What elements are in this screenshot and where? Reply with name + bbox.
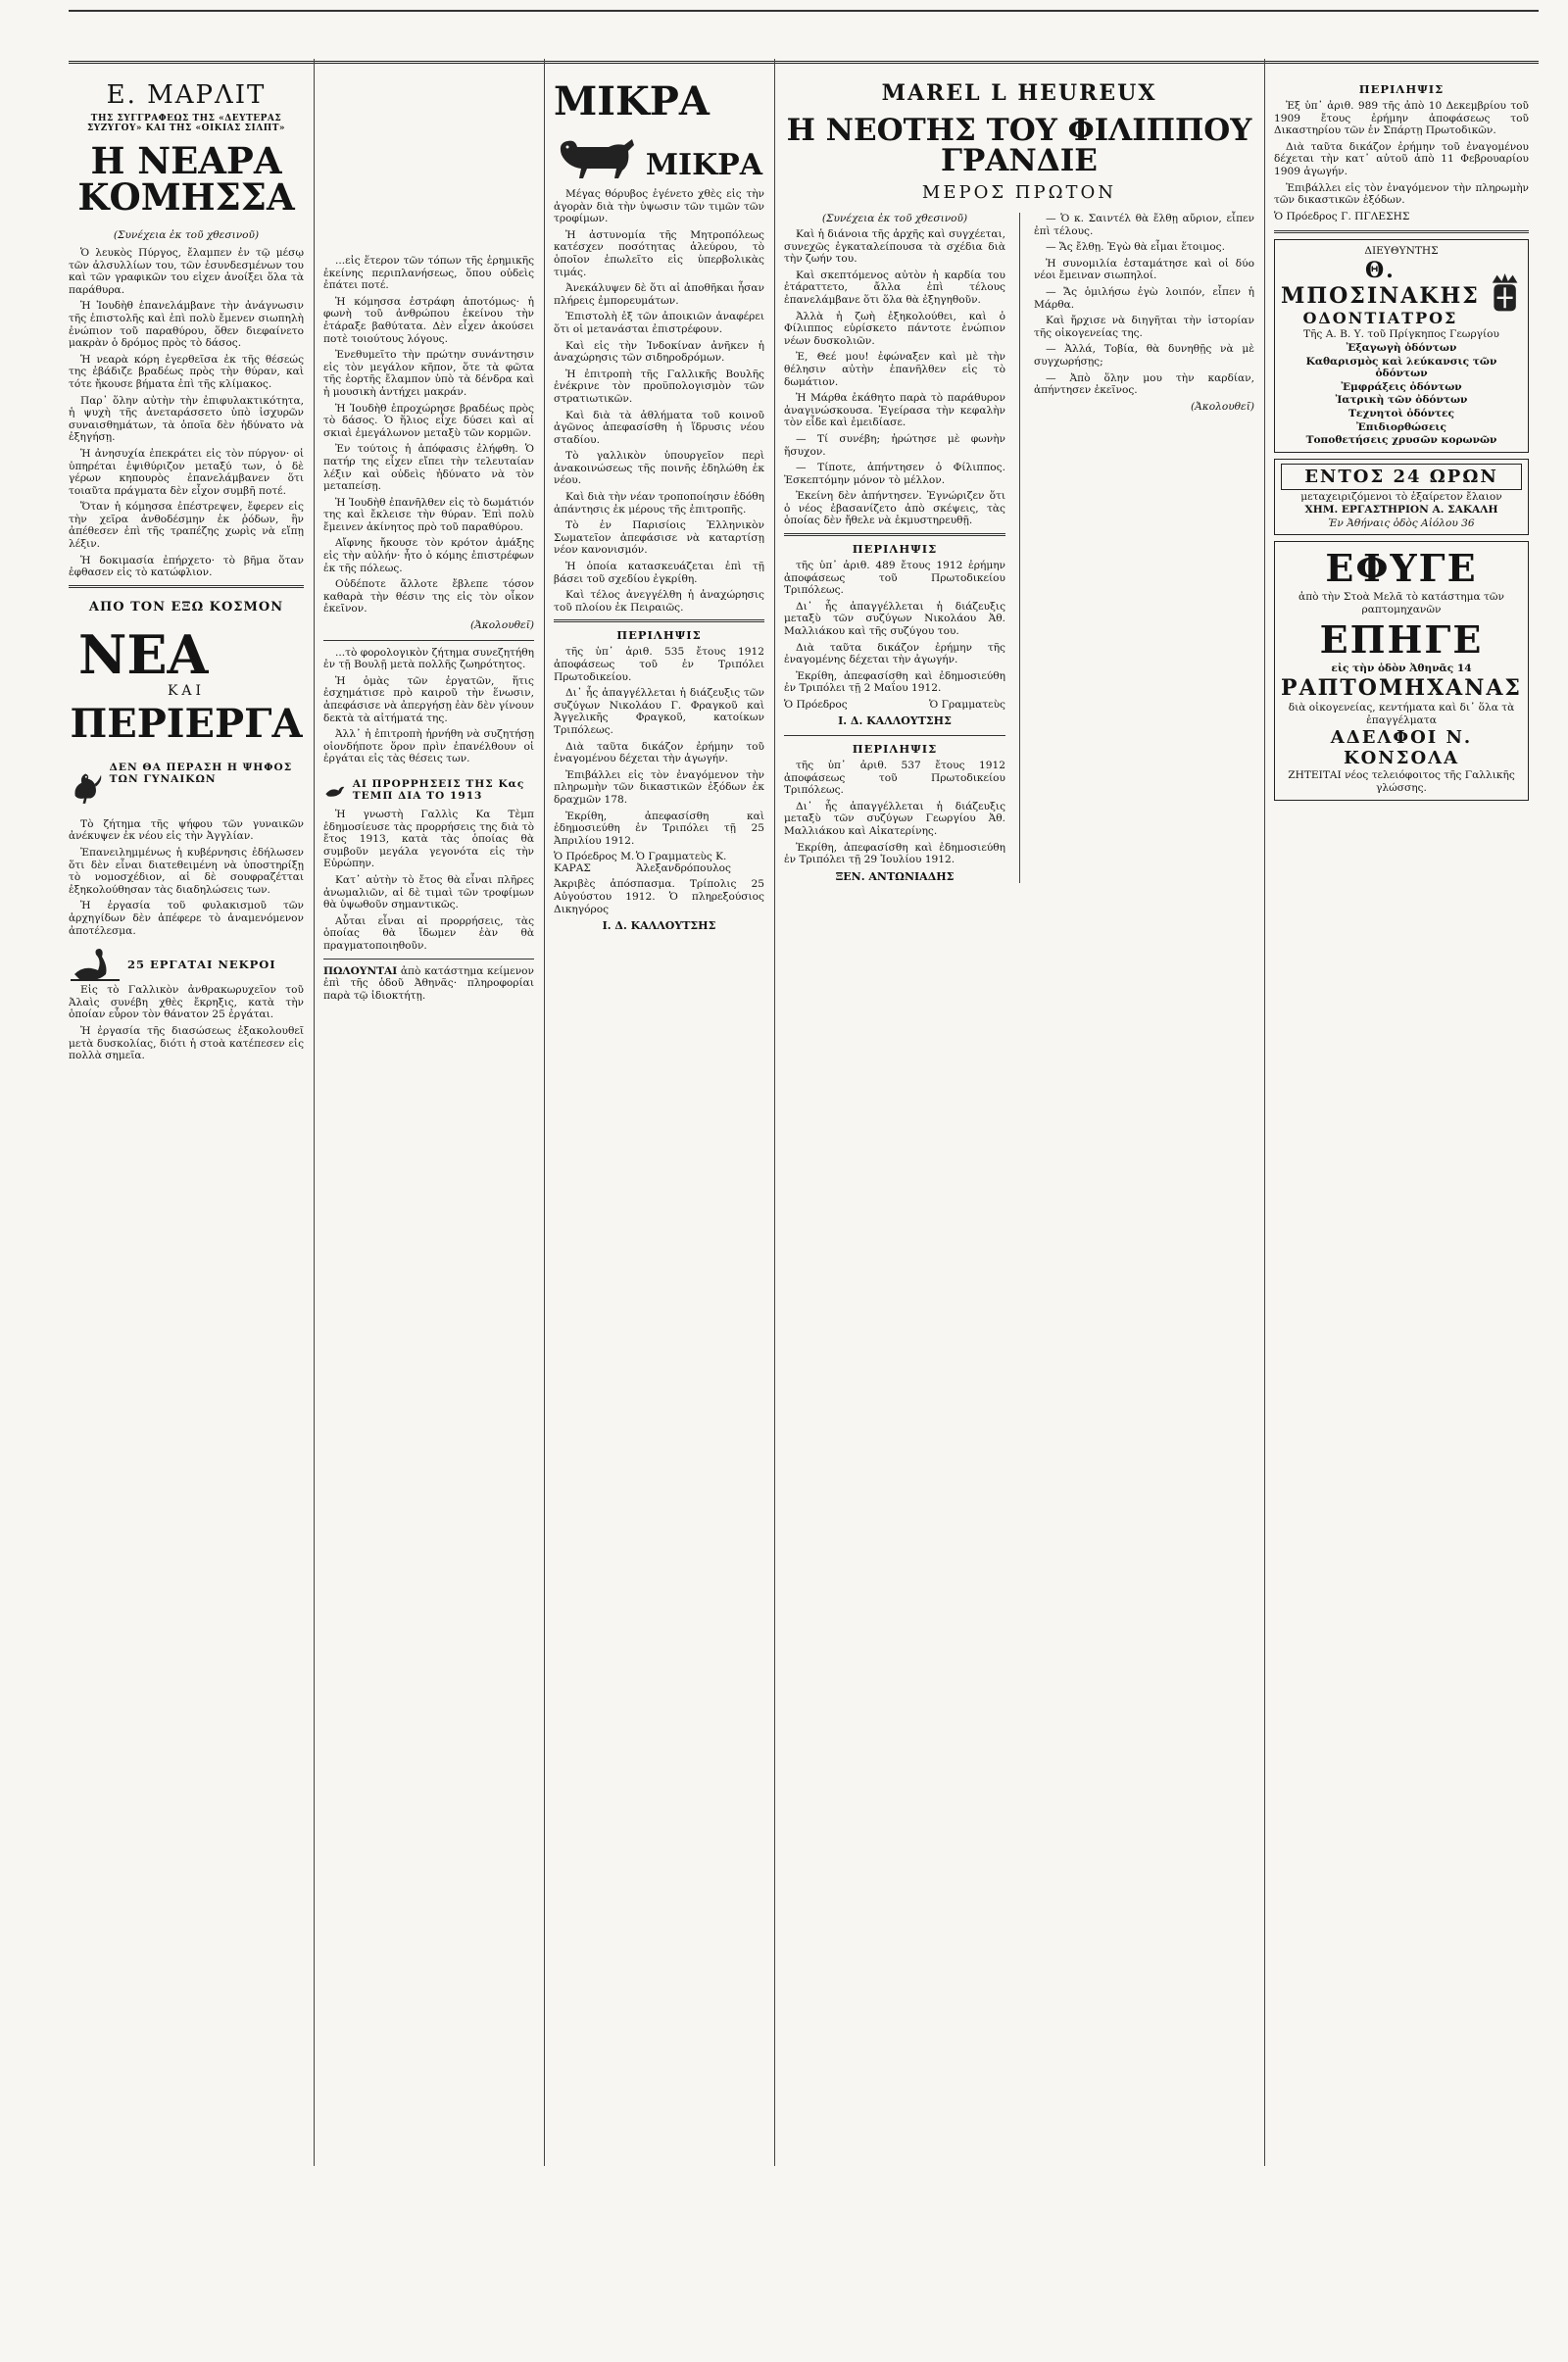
article-paragraph: Παρ᾽ ὅλην αὐτὴν τὴν ἐπιφυλακτικότητα, ἡ ψυχὴ τῆς ἀνεταράσσετο ὑπὸ ἰσχυρῶν συναισθημάτων, τὰ ὁποῖα δὲν ἠδύνατο νὰ ἐξηγήσῃ. — [69, 394, 304, 444]
ad-line: ΧΗΜ. ΕΡΓΑΣΤΗΡΙΟΝ Α. ΣΑΚΑΛΗ — [1304, 504, 1498, 517]
article-paragraph: Ἐν τούτοις ἡ ἀπόφασις ἐλήφθη. Ὁ πατήρ της εἶχεν εἴπει τὴν τελευταίαν λέξιν καὶ οὐδεὶς ἠδύνατο νὰ τὸν μεταπείσῃ. — [323, 443, 534, 493]
notice-signature: Ὁ Πρόεδρος Μ. ΚΑΡΑΣ — [554, 851, 635, 875]
subcolumn-left — [784, 213, 1005, 883]
article-paragraph: Καὶ εἰς τὴν Ἰνδοκίναν ἀνῆκεν ἡ ἀναχώρησις τῶν σιδηροδρόμων. — [554, 339, 764, 365]
article-paragraph: Ἡ Μάρθα ἐκάθητο παρὰ τὸ παράθυρον ἀναγινώσκουσα. Ἐγείρασα τὴν κεφαλὴν τὸν εἶδε καὶ ἐμειδίασε. — [784, 392, 1005, 429]
article-paragraph: Ἐ, Θεέ μου! ἐφώναξεν καὶ μὲ τὴν θέλησιν αὐτὴν ἐπανῆλθεν εἰς τὸ δωμάτιον. — [784, 351, 1005, 388]
periergra-title: ΠΕΡΙΕΡΓΑ — [70, 700, 303, 747]
article-paragraph: Ἡ ὁποία κατασκευάζεται ἐπὶ τῇ βάσει τοῦ σχεδίου ἐγκρίθη. — [554, 561, 764, 585]
section-divider — [784, 735, 1005, 736]
ad-line: μεταχειριζόμενοι τὸ ἐξαίρετον ἔλαιον — [1300, 490, 1502, 503]
ad-heading: ΑΔΕΛΦΟΙ Ν. ΚΟΝΣΟΛΑ — [1330, 727, 1473, 769]
notice-paragraph: Διὰ ταῦτα δικάζον ἐρήμην τοῦ ἐναγομένου δέχεται τὴν κατ᾽ αὐτοῦ ἀπὸ 11 Φεβρουαρίου 1909 ἀγωγήν. — [1274, 140, 1529, 177]
article-paragraph: Ἐπανειλημμένως ἡ κυβέρνησις ἐδήλωσεν ὅτι δὲν εἶναι διατεθειμένη νὰ ὑποστηρίξῃ τὸ νομοσχέδιον, αἱ δὲ σουφραζέτται ἐξηκολούθησαν τὰς διαδηλώσεις των. — [69, 847, 304, 896]
notice-paragraph: τῆς ὑπ᾽ ἀριθ. 537 ἔτους 1912 ἀποφάσεως τοῦ Πρωτοδικείου Τριπόλεως. — [784, 760, 1005, 797]
article-paragraph: Ἡ ἐργασία τῆς διασώσεως ἐξακολουθεῖ μετὰ δυσκολίας, διότι ἡ στοὰ κατέπεσεν εἰς πολλὰ σημεῖα. — [69, 1024, 304, 1062]
notice-signature: Ὁ Γραμματεὺς — [929, 699, 1005, 711]
notice-signature: Ὁ Γραμματεὺς Κ. Ἀλεξανδρόπουλος — [635, 851, 731, 875]
article-paragraph: Αἴφνης ἤκουσε τὸν κρότον ἁμάξης εἰς τὴν αὐλήν· ἦτο ὁ κόμης ἐπιστρέφων ἐκ τῆς πόλεως. — [323, 537, 534, 574]
column-rule — [1019, 213, 1020, 883]
serial-note: (Συνέχεια ἐκ τοῦ χθεσινοῦ) — [821, 213, 968, 224]
notice-paragraph: Ἐκρίθη, ἀπεφασίσθη καὶ ἐδημοσιεύθη ἐν Τριπόλει τῇ 29 Ἰουλίου 1912. — [784, 841, 1005, 866]
article-paragraph: Καὶ σκεπτόμενος αὐτὸν ἡ καρδία του ἐτάραττετο, ἄλλα ἐπὶ τέλους ἐπανελάμβανε ὅτι ὅλα θὰ ἐξηγηθοῦν. — [784, 269, 1005, 306]
article-paragraph: Ἡ δοκιμασία ἐπήρχετο· τὸ βῆμα ὅταν ἐφθασεν εἰς τὸ κατώφλιον. — [69, 554, 304, 579]
dentist-ad — [1274, 239, 1529, 453]
rooster-icon — [69, 758, 104, 814]
top-rule — [69, 10, 1539, 16]
article-paragraph: Ἡ συνομιλία ἐσταμάτησε καὶ οἱ δύο νέοι ἔμειναν σιωπηλοί. — [1033, 257, 1254, 282]
continued-sign: (Ἀκολουθεῖ) — [470, 619, 534, 632]
nea-title: ΝΕΑ — [78, 622, 209, 686]
ad-line: Ἐξαγωγὴ ὀδόντων — [1346, 341, 1457, 354]
notice-paragraph: Ἐξ ὑπ᾽ ἀριθ. 989 τῆς ἀπὸ 10 Δεκεμβρίου τοῦ 1909 ἔτους ἐρήμην ἀποφάσεως τοῦ Δικαστηρίου τῶν ἐν Σπάρτῃ Πρωτοδικῶν. — [1274, 100, 1529, 137]
dog-icon — [554, 125, 638, 180]
article-paragraph: Ἡ Ἰουδὴθ ἐπανῆλθεν εἰς τὸ δωμάτιόν της καὶ ἔκλεισε τὴν θύραν. Ἐπὶ πολὺ ἔμεινεν ἀκίνητος πρὸ τοῦ παραθύρου. — [323, 496, 534, 533]
column-rule — [544, 59, 545, 2166]
column-rule — [774, 59, 775, 2166]
mikra-title: ΜΙΚΡΑ — [554, 78, 710, 124]
mikra-subtitle: ΜΙΚΡΑ — [645, 148, 762, 182]
article-paragraph: ...τὸ φορολογικὸν ζήτημα συνεζητήθη ἐν τῇ Βουλῇ μετὰ πολλῆς ζωηρότητος. — [323, 646, 534, 671]
article-paragraph: Ἡ Ἰουδὴθ ἐπανελάμβανε τὴν ἀνάγνωσιν τῆς ἐπιστολῆς καὶ ἐπὶ πολὺ ἔμενεν σιωπηλὴ ἐνώπιον τοῦ παραθύρου, ὅθεν διεφαίνετο μακρὰν ὁ δρόμος πρὸς τὸ δάσος. — [69, 300, 304, 350]
notice-paragraph: Ἐκρίθη, ἀπεφασίσθη καὶ ἐδημοσιεύθη ἐν Τριπόλει τῇ 25 Ἀπριλίου 1912. — [554, 810, 764, 847]
article-paragraph: Αὗται εἶναι αἱ προρρήσεις, τὰς ὁποίας θὰ ἴδωμεν ἐὰν θὰ πραγματοποιηθοῦν. — [323, 914, 534, 952]
article-paragraph: Κατ᾽ αὐτὴν τὸ ἔτος θὰ εἶναι πλῆρες ἀνωμαλιῶν, αἱ δὲ τιμαὶ τῶν τροφίμων θὰ ὑψωθοῦν σημαντικῶς. — [323, 873, 534, 911]
ad-line: Τοποθετήσεις χρυσῶν κορωνῶν — [1305, 434, 1497, 447]
notice-paragraph: Δι᾽ ἧς ἀπαγγέλλεται ἡ διάζευξις τῶν συζύγων Νικολάου Γ. Φραγκοῦ καὶ Ἀγγελικῆς Φραγκοῦ, κατοίκων Τριπόλεως. — [554, 687, 764, 736]
article-paragraph: Ἡ κόμησσα ἐστράφη ἀποτόμως· ἡ φωνὴ τοῦ ἀνθρώπου ἐκείνου τὴν ἐτάραξε βαθύτατα. Δὲν εἶχεν ἀκούσει ποτὲ τοιούτους λόγους. — [323, 295, 534, 345]
kai-title: ΚΑΙ — [167, 682, 206, 699]
article-paragraph: Τὸ γαλλικὸν ὑπουργεῖον περὶ ἀνακοινώσεως τῆς ποινῆς ἐδηλώθη ἐκ νέου. — [554, 450, 764, 487]
article-paragraph: Τὸ ζήτημα τῆς ψήφου τῶν γυναικῶν ἀνέκυψεν ἐκ νέου εἰς τὴν Ἀγγλίαν. — [69, 817, 304, 843]
ad-name: Θ. ΜΠΟΣΙΝΑΚΗΣ — [1281, 258, 1480, 310]
ad-line: ἀπὸ τὴν Στοὰ Μελᾶ τὸ κατάστημα τῶν ραπτομηχανῶν — [1298, 591, 1504, 616]
lawyer-name: Ι. Δ. ΚΑΛΛΟΥΤΣΗΣ — [602, 919, 716, 933]
notice-paragraph: Δι᾽ ἧς ἀπαγγέλλεται ἡ διάζευξις μεταξὺ τῶν συζύγων Νικολάου Ἀθ. Μαλλιάκου καὶ τῆς συζύγου του. — [784, 600, 1005, 638]
column-4 — [784, 59, 1254, 2166]
section-divider — [323, 640, 534, 641]
section-divider — [554, 619, 764, 622]
hair-oil-ad — [1274, 459, 1529, 536]
article-paragraph: ...εἰς ἕτερον τῶν τόπων τῆς ἐρημικῆς ἐκείνης περιπλανήσεως, ὅπου οὐδεὶς ἐπάτει ποτέ. — [323, 255, 534, 292]
article-paragraph: Ἡ νεαρὰ κόρη ἐγερθεῖσα ἐκ τῆς θέσεώς της ἐβάδιζε βραδέως πρὸς τὴν θύραν, καὶ τότε ἤκουσε βήματα ἐπὶ τῆς κλίμακος. — [69, 353, 304, 390]
article-paragraph: Ἡ ἀνησυχία ἐπεκράτει εἰς τὸν πύργον· οἱ ὑπηρέται ἐψιθύριζον μεταξύ των, ὁ δὲ γέρων κηπουρὸς ἐπανελάμβανεν ὅτι τοιαῦτα πράγματα δὲν εἶχον συμβῆ ποτέ. — [69, 447, 304, 497]
continued-sign: (Ἀκολουθεῖ) — [1191, 400, 1254, 413]
article-paragraph: Μέγας θόρυβος ἐγένετο χθὲς εἰς τὴν ἀγορὰν διὰ τὴν ὑψωσιν τῶν τιμῶν τῶν τροφίμων. — [554, 188, 764, 225]
article-paragraph: Καὶ ἤρχισε νὰ διηγῆται τὴν ἱστορίαν τῆς οἰκογενείας της. — [1033, 315, 1254, 339]
article-paragraph: — Ὁ κ. Σαιντέλ θὰ ἔλθῃ αὔριον, εἶπεν ἐπὶ τέλους. — [1033, 213, 1254, 237]
article-paragraph: Ἡ γνωστὴ Γαλλὶς Κα Τὲμπ ἐδημοσίευσε τὰς προρρήσεις της διὰ τὸ ἔτος 1913, κατὰ τὰς ὁποίας θὰ συμβοῦν μεγάλα γεγονότα εἰς τὴν Εὐρώπην. — [323, 808, 534, 870]
article-paragraph: Καὶ διὰ τὴν νέαν τροποποίησιν ἐδόθη ἀπάντησις ἐκ μέρους τῆς ἐπιτροπῆς. — [554, 491, 764, 516]
bird-icon — [323, 775, 347, 805]
article-paragraph: Ἀλλὰ ἡ ζωὴ ἐξηκολούθει, καὶ ὁ Φίλιππος εὑρίσκετο πάντοτε ἐνώπιον νέων δυσκολιῶν. — [784, 310, 1005, 347]
notice-paragraph: Ἀκριβὲς ἀπόσπασμα. Τρίπολις 25 Αὐγούστου 1912. Ὁ πληρεξούσιος Δικηγόρος — [554, 878, 764, 915]
notice-signature: ΞΕΝ. ΑΝΤΩΝΙΑΔΗΣ — [835, 869, 955, 883]
ad-line: Ἐμφράξεις ὀδόντων — [1341, 380, 1462, 393]
subcolumn-right — [1034, 213, 1254, 883]
article-paragraph: Ὁ λευκὸς Πύργος, ἔλαμπεν ἐν τῷ μέσῳ τῶν ἀλσυλλίων του, τῶν ἐσυνδεσμένων του καὶ τῶν γραφικῶν του εἰχεν ἀνοίξει ὅλα τὰ παράθυρα. — [69, 247, 304, 296]
serial-part: ΜΕΡΟΣ ΠΡΩΤΟΝ — [921, 182, 1117, 203]
article-paragraph: — Ἀλλά, Τοβία, θὰ δυνηθῇς νὰ μὲ συγχωρήσῃς; — [1033, 343, 1254, 368]
author-kicker: Ε. ΜΑΡΛΙΤ — [106, 80, 267, 110]
article-paragraph: Ἡ Ἰουδὴθ ἐπροχώρησε βραδέως πρὸς τὸ δάσος. Ὁ ἥλιος εἶχε δύσει καὶ αἱ σκιαὶ ἐμεγάλωνον μεταξὺ τῶν κορμῶν. — [323, 402, 534, 439]
section-divider — [69, 585, 304, 588]
ad-heading: ΕΠΗΓΕ — [1319, 616, 1484, 662]
notice-paragraph: Ἐκρίθη, ἀπεφασίσθη καὶ ἐδημοσιεύθη ἐν Τριπόλει τῇ 2 Μαΐου 1912. — [784, 669, 1005, 695]
article-paragraph: — Τί συνέβη; ἠρώτησε μὲ φωνὴν ἥσυχον. — [784, 432, 1005, 458]
section-divider — [323, 959, 534, 960]
author-byline: ΤΗΣ ΣΥΓΓΡΑΦΕΩΣ ΤΗΣ «ΔΕΥΤΕΡΑΣ ΣΥΖΥΓΟΥ» ΚΑΙ ΤΗΣ «ΟΙΚΙΑΣ ΣΙΛΠΤ» — [86, 114, 286, 133]
column-rule — [1264, 59, 1265, 2166]
ad-line: εἰς τὴν ὁδὸν Ἀθηνᾶς 14 — [1331, 662, 1472, 674]
serial-title: Η ΝΕΟΤΗΣ ΤΟΥ ΦΙΛΙΠΠΟΥ ΓΡΑΝΔΙΕ — [786, 113, 1252, 178]
lawyer-name: Ι. Δ. ΚΑΛΛΟΥΤΣΗΣ — [838, 714, 952, 727]
article-paragraph: Καὶ ἡ διάνοια τῆς ἀρχῆς καὶ συγχέεται, συνεχῶς ἐγκαταλείπουσα τὰ σχέδια διὰ τὴν ζωήν του. — [784, 228, 1005, 266]
article-paragraph: Καὶ διὰ τὰ ἀθλήματα τοῦ κοινοῦ ἀγῶνος ἀπεφασίσθη ἡ ἵδρυσις νέου σταδίου. — [554, 409, 764, 446]
ad-line: Τεχνητοὶ ὀδόντες — [1348, 407, 1454, 419]
item-head: ΔΕΝ ΘΑ ΠΕΡΑΣΗ Η ΨΗΦΟΣ ΤΩΝ ΓΥΝΑΙΚΩΝ — [109, 761, 293, 785]
column-5 — [1274, 59, 1529, 2166]
column-1 — [69, 59, 304, 2166]
notice-signature: Ὁ Πρόεδρος Γ. ΠΓΛΕΣΗΣ — [1274, 210, 1410, 222]
ad-heading: ΕΝΤΟΣ 24 ΩΡΩΝ — [1281, 464, 1522, 490]
notice-signature: Ὁ Πρόεδρος — [784, 699, 848, 711]
notice-header: ΠΕΡΙΛΗΨΙΣ — [616, 628, 702, 643]
notice-paragraph: τῆς ὑπ᾽ ἀριθ. 489 ἔτους 1912 ἐρήμην ἀποφάσεως τοῦ Πρωτοδικείου Τριπόλεως. — [784, 560, 1005, 597]
notice-paragraph: Ἐπιβάλλει εἰς τὸν ἐναγόμενον τὴν πληρωμὴν τῶν δικαστικῶν ἐξόδων ἐκ δραχμῶν 178. — [554, 768, 764, 806]
serial-note: (Συνέχεια ἐκ τοῦ χθεσινοῦ) — [113, 229, 260, 241]
author-kicker: MAREL L HEUREUX — [881, 80, 1157, 106]
ad-heading: ΕΦΥΓΕ — [1325, 546, 1478, 591]
ad-line: διὰ οἰκογενείας, κεντήματα καὶ δι᾽ ὅλα τὰ ἐπαγγέλματα — [1288, 702, 1515, 726]
article-paragraph: — Ἄς ἔλθῃ. Ἐγὼ θὰ εἶμαι ἕτοιμος. — [1045, 241, 1225, 254]
section-divider — [1274, 230, 1529, 233]
article-paragraph: — Ἀπὸ ὅλην μου τὴν καρδίαν, ἀπήντησεν ἐκεῖνος. — [1033, 371, 1254, 397]
article-paragraph: Ἡ ὁμὰς τῶν ἐργατῶν, ἥτις ἐσχημάτισε πρὸ καιροῦ τὴν ἕνωσιν, ἀπεφάσισε νὰ ἀπεργήσῃ ἐὰν δὲν γίνουν δεκτὰ τὰ αἰτήματά της. — [323, 674, 534, 724]
notice-header: ΠΕΡΙΛΗΨΙΣ — [852, 742, 938, 756]
notice-paragraph: τῆς ὑπ᾽ ἀριθ. 535 ἔτους 1912 ἀποφάσεως τοῦ ἐν Τριπόλει Πρωτοδικείου. — [554, 646, 764, 683]
article-paragraph: Οὐδέποτε ἄλλοτε ἔβλεπε τόσον καθαρὰ τὴν θέσιν της εἰς τὸν οἶκον ἐκεῖνον. — [323, 578, 534, 615]
article-paragraph: Ἡ ἀστυνομία τῆς Μητροπόλεως κατέσχεν ποσότητας ἀλεύρου, τὸ ὁποῖον ἐπωλεῖτο εἰς ὑπερβολικὰς τιμάς. — [554, 228, 764, 278]
article-paragraph: Ἐνεθυμεῖτο τὴν πρώτην συνάντησιν εἰς τὸν μεγάλον κῆπον, ὅτε τὰ φῶτα τῆς ἑορτῆς ἔλαμπον ὑπὸ τὰ δένδρα καὶ ἡ μουσικὴ ἀντήχει μακράν. — [323, 349, 534, 398]
ad-line: Ἐν Ἀθήναις ὁδὸς Αἰόλου 36 — [1328, 517, 1475, 529]
swan-icon — [69, 945, 122, 984]
column-rule — [314, 59, 315, 2166]
sewing-machine-ad — [1274, 541, 1529, 800]
section-divider — [784, 533, 1005, 536]
item-head: 25 ΕΡΓΑΤΑΙ ΝΕΚΡΟΙ — [127, 958, 276, 972]
article-paragraph: Ἀνεκάλυψεν δὲ ὅτι αἱ ἀποθῆκαι ἦσαν πλήρεις ἐμπορευμάτων. — [554, 282, 764, 307]
ad-line: Ἐπιδιορθώσεις — [1356, 420, 1446, 433]
article-paragraph: Ὅταν ἡ κόμησσα ἐπέστρεψεν, ἔφερεν εἰς τὴν χεῖρα ἀνθοδέσμην ἐκ ῥόδων, ἣν ἀπέθεσεν ἐπὶ τῆς τραπέζης χωρὶς νὰ εἴπῃ λέξιν. — [69, 501, 304, 551]
article-paragraph: — Τίποτε, ἀπήντησεν ὁ Φίλιππος. Ἐσκεπτόμην μόνον τὸ μέλλον. — [784, 462, 1005, 486]
column-3 — [554, 59, 764, 2166]
notice-paragraph: Δι᾽ ἧς ἀπαγγέλλεται ἡ διάζευξις μεταξὺ τῶν συζύγων Γεωργίου Ἀθ. Μαλλιάκου καὶ Αἰκατερίνης. — [784, 800, 1005, 837]
notice-paragraph: Ἐπιβάλλει εἰς τὸν ἐναγόμενον τὴν πληρωμὴν τῶν δικαστικῶν ἐξόδων. — [1274, 181, 1529, 207]
notice-header: ΠΕΡΙΛΗΨΙΣ — [852, 542, 938, 557]
notice-header: ΠΕΡΙΛΗΨΙΣ — [1358, 82, 1445, 96]
notice-paragraph: Διὰ ταῦτα δικάζον ἐρήμην τοῦ ἐναγομένου δέχεται τὴν ἀγωγήν. — [554, 740, 764, 765]
column-2 — [323, 255, 534, 2362]
article-paragraph: Ἐκείνη δὲν ἀπήντησεν. Ἐγνώριζεν ὅτι ὁ νέος ἐβασανίζετο ἀπὸ σκέψεις, τὰς ὁποίας δὲν ἤθελε νὰ ἐκμυστηρευθῇ. — [784, 490, 1005, 527]
notice-paragraph: Διὰ ταῦτα δικάζον ἐρήμην τῆς ἐναγομένης δέχεται τὴν ἀγωγήν. — [784, 641, 1005, 666]
article-paragraph: Ἡ ἐπιτροπὴ τῆς Γαλλικῆς Βουλῆς ἐνέκρινε τὸν προϋπολογισμὸν τῶν στρατιωτικῶν. — [554, 368, 764, 405]
ad-title: ΟΔΟΝΤΙΑΤΡΟΣ — [1302, 309, 1458, 328]
article-paragraph: Ἡ ἐργασία τοῦ φυλακισμοῦ τῶν ἀρχηγίδων δὲν ἀπέφερε τὸ ἀναμενόμενον ἀποτέλεσμα. — [69, 900, 304, 937]
sale-text: ἀπὸ κατάστημα κείμενον ἐπὶ τῆς ὁδοῦ Ἀθηνᾶς· πληροφορίαι παρὰ τῷ ἰδιοκτήτῃ. — [323, 964, 534, 1002]
article-paragraph: Ἀλλ᾽ ἡ ἐπιτροπὴ ἠρνήθη νὰ συζητήσῃ οἱονδήποτε ὅρον πρὶν ἐπανέλθουν οἱ ἐργάται εἰς τὰς θέσεις των. — [323, 728, 534, 765]
section-header: ΑΠΟ ΤΟΝ ΕΞΩ ΚΟΣΜΟΝ — [88, 599, 284, 615]
item-head: ΑΙ ΠΡΟΡΡΗΣΕΙΣ ΤΗΣ Κας ΤΕΜΠ ΔΙΑ ΤΟ 1913 — [352, 777, 525, 802]
ad-line: ΖΗΤΕΙΤΑΙ νέος τελειόφοιτος τῆς Γαλλικῆς γλώσσης. — [1288, 769, 1515, 795]
article-paragraph: Καὶ τέλος ἀνεγγέλθη ἡ ἀναχώρησις τοῦ πλοίου ἐκ Πειραιῶς. — [554, 589, 764, 614]
article-paragraph: Εἰς τὸ Γαλλικὸν ἀνθρακωρυχεῖον τοῦ Ἀλαὶς συνέβη χθὲς ἔκρηξις, κατὰ τὴν ὁποίαν εὗρον τὸν θάνατον 25 ἐργάται. — [69, 984, 304, 1021]
ad-line: Ἰατρικὴ τῶν ὀδόντων — [1335, 394, 1468, 407]
ad-line: Καθαρισμὸς καὶ λεύκανσις τῶν ὀδόντων — [1305, 355, 1497, 380]
newspaper-page — [69, 59, 1539, 2166]
ad-line: Τῆς Α. Β. Υ. τοῦ Πρίγκηπος Γεωργίου — [1303, 328, 1499, 341]
article-paragraph: Τὸ ἐν Παρισίοις Ἐλληνικὸν Σωματεῖον ἀπεφάσισε νὰ καταρτίσῃ νέον κανονισμόν. — [554, 519, 764, 557]
article-paragraph: — Ἄς ὁμιλήσω ἐγὼ λοιπόν, εἶπεν ἡ Μάρθα. — [1033, 285, 1254, 311]
article-paragraph: Ἐπιστολὴ ἐξ τῶν ἀποικιῶν ἀναφέρει ὅτι οἱ μετανάσται ἐπιστρέφουν. — [554, 311, 764, 335]
ad-heading: ΡΑΠΤΟΜΗΧΑΝΑΣ — [1281, 675, 1522, 702]
ad-heading: ΔΙΕΥΘΥΝΤΗΣ — [1364, 244, 1439, 257]
sale-heading: ΠΩΛΟΥΝΤΑΙ — [323, 964, 398, 977]
article-paragraph — [323, 965, 534, 1003]
royal-crest-icon — [1488, 267, 1522, 320]
serial-title: Η ΝΕΑΡΑ ΚΟΜΗΣΣΑ — [77, 139, 295, 219]
